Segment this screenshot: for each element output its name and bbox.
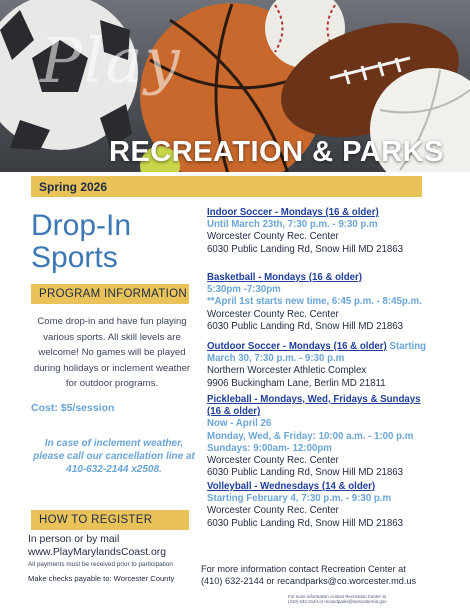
register-method: In person or by mail: [28, 534, 120, 545]
event-address: 9906 Buckingham Lane, Berlin MD 21811: [207, 377, 386, 389]
season-label: Spring 2026: [39, 180, 108, 194]
event-venue: Northern Worcester Athletic Complex: [207, 365, 367, 377]
payment-note: All payments must be received prior to participation: [28, 561, 173, 568]
register-website-link[interactable]: www.PlayMarylandsCoast.org: [28, 547, 167, 558]
event-time: Starting February 4, 7:30 p.m. - 9:30 p.m: [207, 493, 392, 505]
fineprint: [288, 594, 438, 604]
program-info-label: PROGRAM INFORMATION: [31, 284, 189, 304]
event-title: Pickleball - Mondays, Wed, Fridays & Sundays: [207, 394, 421, 405]
how-to-register-label: HOW TO REGISTER: [31, 510, 189, 530]
checks-payable: Make checks payable to: Worcester County: [28, 574, 175, 583]
event-time-note: **April 1st starts new time, 6:45 p.m. - 8:45p.m.: [207, 296, 422, 308]
event-basketball: [207, 272, 457, 333]
event-venue: Worcester County Rec. Center: [207, 505, 339, 517]
event-outdoor-soccer: [207, 341, 457, 390]
event-time: Sundays: 9:00am- 12:00pm: [207, 442, 332, 454]
event-indoor-soccer: [207, 207, 457, 256]
page-title: [31, 210, 131, 274]
event-address: 6030 Public Landing Rd, Snow Hill MD 21863: [207, 517, 404, 529]
event-time: Monday, Wed, & Friday: 10:00 a.m. - 1:00 p.m: [207, 430, 414, 442]
contact-info: [201, 563, 461, 588]
event-title: Volleyball - Wednesdays (14 & older): [207, 481, 376, 492]
event-volleyball: [207, 481, 457, 530]
event-time: Now - April 26: [207, 418, 272, 430]
event-address: 6030 Public Landing Rd, Snow Hill MD 21863: [207, 320, 404, 332]
program-description: Come drop-in and have fun playing various sports. All skill levels are welcome! No games will be played during holidays or inclement weather for outdoor programs.: [33, 316, 191, 390]
event-title-row: [207, 341, 457, 353]
contact-line-2[interactable]: (410) 632-2144 or recandparks@co.worcester.md.us: [201, 576, 417, 587]
event-time: 5:30pm -7:30pm: [207, 284, 281, 296]
contact-line-1: For more information contact Recreation Center at: [201, 564, 406, 574]
event-title: Indoor Soccer - Mondays (16 & older): [207, 207, 379, 218]
event-venue: Worcester County Rec. Center: [207, 308, 339, 320]
hero-banner: [0, 0, 470, 172]
event-pickleball: [207, 394, 457, 479]
weather-notice: In case of inclement weather, please call our cancellation line at 410-632-2144 x2508.: [33, 438, 195, 475]
hero-script-text: Play: [40, 24, 182, 97]
event-venue: Worcester County Rec. Center: [207, 455, 339, 467]
fineprint-line-1: For more information contact Recreation Center at: [288, 594, 386, 599]
event-address: 6030 Public Landing Rd, Snow Hill MD 21863: [207, 243, 404, 255]
event-title: Basketball - Mondays (16 & older): [207, 272, 363, 283]
title-line-2: Sports: [31, 241, 118, 274]
event-title-suffix: Starting: [386, 341, 427, 352]
event-time: Until March 23th, 7:30 p.m. - 9:30 p.m: [207, 219, 378, 231]
season-bar: [31, 176, 422, 197]
title-line-1: Drop-In: [31, 209, 132, 242]
event-title: Outdoor Soccer - Mondays (16 & older): [207, 341, 387, 352]
event-address: 6030 Public Landing Rd, Snow Hill MD 21863: [207, 467, 404, 479]
event-title-age: (16 & older): [207, 406, 261, 418]
event-venue: Worcester County Rec. Center: [207, 231, 339, 243]
hero-title: RECREATION & PARKS: [109, 136, 444, 168]
event-time: March 30, 7:30 p.m. - 9:30 p.m: [207, 353, 345, 365]
fineprint-line-2: (410) 632-2144 or recandparks@worcestermd.gov: [288, 599, 387, 605]
cost-label: Cost: $5/session: [31, 402, 115, 414]
